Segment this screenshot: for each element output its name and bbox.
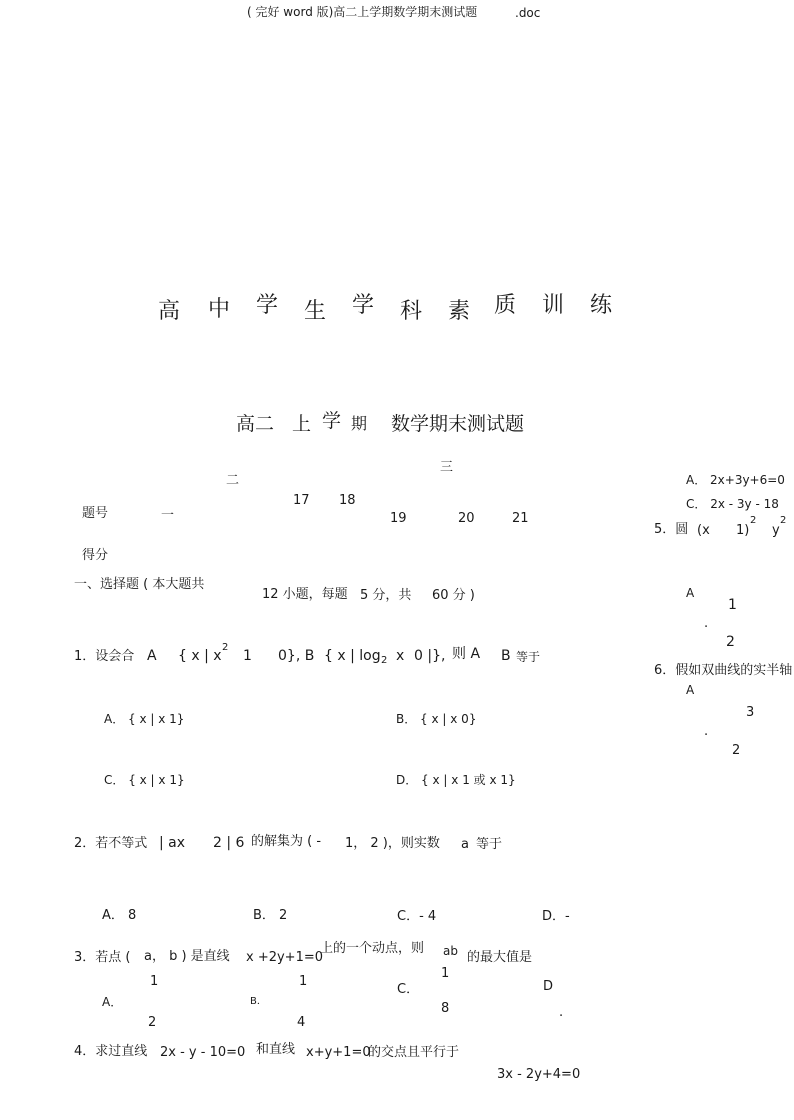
q2-abs: | ax — [159, 835, 186, 851]
q5-denominator: 2 — [726, 634, 735, 650]
main-title-char: 练 — [590, 293, 613, 318]
q2-option-d: D．- — [542, 909, 570, 924]
col-two-label: 二 — [226, 473, 240, 488]
q5-exponent-2: 2 — [780, 515, 787, 526]
q5-y: y — [772, 523, 780, 538]
q3-a-denominator: 2 — [148, 1015, 157, 1030]
q5-dot: . — [704, 616, 709, 631]
section-heading-points: 5 分，共 — [360, 588, 412, 603]
main-title-char: 学 — [352, 293, 375, 318]
q3-option-d: D — [543, 979, 554, 994]
q2-equals: 等于 — [476, 837, 503, 852]
right-option-c: C． 2x - 3y - 18 — [686, 497, 779, 511]
q1-lead: 1．设会合 — [74, 649, 135, 664]
q3-c-denominator: 8 — [441, 1001, 450, 1016]
q4-lead: 4．求过直线 — [74, 1044, 148, 1059]
col-19-label: 19 — [390, 511, 407, 526]
document-header-title: ( 完好 word 版)高二上学期数学期末测试题 — [247, 5, 478, 19]
q4-line-2: x+y+1=0 — [306, 1045, 371, 1060]
q3-on-line: 上的一个动点，则 — [320, 941, 425, 956]
q3-option-a: A． — [102, 995, 123, 1009]
row-label-score: 得分 — [82, 548, 109, 563]
main-title — [158, 288, 628, 324]
main-title-char: 训 — [542, 293, 565, 318]
main-title-char: 高 — [158, 299, 181, 324]
q3-ab: ab — [443, 944, 458, 958]
main-title-char: 中 — [208, 297, 231, 322]
q1-then: 则 A — [452, 646, 481, 662]
q3-c-numerator: 1 — [441, 966, 450, 981]
q1-set-a-name: A — [147, 648, 157, 664]
q6-option-a: A — [686, 683, 695, 697]
q1-option-c: C． { x | x 1} — [104, 773, 185, 787]
col-21-label: 21 — [512, 511, 529, 526]
q5-term: 1) — [736, 523, 750, 538]
main-title-char: 素 — [448, 299, 471, 324]
q2-option-b: B． 2 — [253, 908, 288, 923]
q5-option-a: A — [686, 586, 695, 600]
q2-solution: 的解集为 ( - — [251, 834, 322, 849]
q4-line-3: 3x - 2y+4=0 — [497, 1067, 581, 1082]
main-title-char: 质 — [494, 293, 517, 318]
section-heading-total: 60 分 ) — [432, 588, 475, 603]
q3-b-numerator: 1 — [299, 974, 308, 989]
q1-close-b: 0}, B — [278, 648, 315, 664]
q1-option-a: A． { x | x 1} — [104, 712, 185, 726]
row-label-question: 题号 — [82, 506, 109, 521]
subtitle-part: 学 — [322, 410, 342, 432]
q3-a-numerator: 1 — [150, 974, 159, 989]
document-header-ext: .doc — [515, 6, 541, 20]
q1-option-d: D． { x | x 1 或 x 1} — [396, 773, 516, 787]
q3-option-b: B． — [250, 996, 267, 1007]
q2-var: a — [461, 837, 469, 852]
q3-option-c: C． — [397, 982, 420, 997]
q1-x: x — [396, 648, 405, 664]
q5-numerator: 1 — [728, 597, 737, 613]
subtitle-part: 高二 — [236, 413, 275, 435]
q2-lead: 2．若不等式 — [74, 836, 148, 851]
q4-intersection: 的交点且平行于 — [368, 1045, 460, 1060]
section-heading: 一、选择题 ( 本大题共 — [74, 577, 205, 592]
q3-line: x +2y+1=0 — [246, 950, 324, 965]
subtitle-part: 上 — [292, 413, 312, 435]
q5-x: (x — [697, 523, 710, 538]
q1-option-b: B． { x | x 0} — [396, 712, 477, 726]
q1-equals: 等于 — [516, 650, 541, 664]
main-title-char: 科 — [400, 299, 423, 324]
q2-option-c: C．- 4 — [397, 909, 437, 924]
section-heading-count: 12 小题，每题 — [262, 587, 348, 602]
q1-b: B — [501, 648, 511, 664]
q2-option-a: A． 8 — [102, 908, 137, 923]
q6-dot: . — [704, 724, 709, 739]
col-18-label: 18 — [339, 493, 356, 508]
subtitle-part: 期 — [351, 414, 368, 433]
q5-exponent: 2 — [750, 515, 757, 526]
q1-set-b: { x | log — [324, 648, 381, 664]
q1-one: 1 — [243, 648, 252, 664]
q6-numerator: 3 — [746, 705, 755, 720]
col-20-label: 20 — [458, 511, 475, 526]
col-17-label: 17 — [293, 493, 310, 508]
col-one-label: 一 — [161, 508, 175, 523]
q1-log-base: 2 — [381, 655, 388, 666]
q3-max: 的最大值是 — [467, 950, 533, 965]
q3-b-denominator: 4 — [297, 1015, 306, 1030]
q2-rhs: 2 | 6 — [213, 835, 245, 851]
main-title-char: 学 — [256, 293, 279, 318]
q5-lead: 5．圆 — [654, 522, 689, 537]
q4-and: 和直线 — [256, 1042, 296, 1057]
q6-denominator: 2 — [732, 743, 741, 758]
main-title-char: 生 — [304, 299, 327, 324]
col-three-label: 三 — [440, 460, 454, 475]
q1-exponent: 2 — [222, 642, 229, 653]
subtitle-part: 数学期末测试题 — [391, 413, 525, 435]
q2-interval: 1， 2 )，则实数 — [345, 836, 440, 851]
q1-set-a: { x | x — [178, 648, 222, 664]
right-option-a: A． 2x+3y+6=0 — [686, 473, 785, 487]
q1-zero: 0 |}, — [414, 648, 446, 664]
q6-lead: 6．假如双曲线的实半轴 — [654, 663, 793, 678]
q3-point: a， b ) 是直线 — [144, 949, 230, 964]
q4-line-1: 2x - y - 10=0 — [160, 1045, 246, 1060]
q3-lead: 3．若点 ( — [74, 950, 131, 965]
q3-d-dot: . — [559, 1005, 564, 1020]
